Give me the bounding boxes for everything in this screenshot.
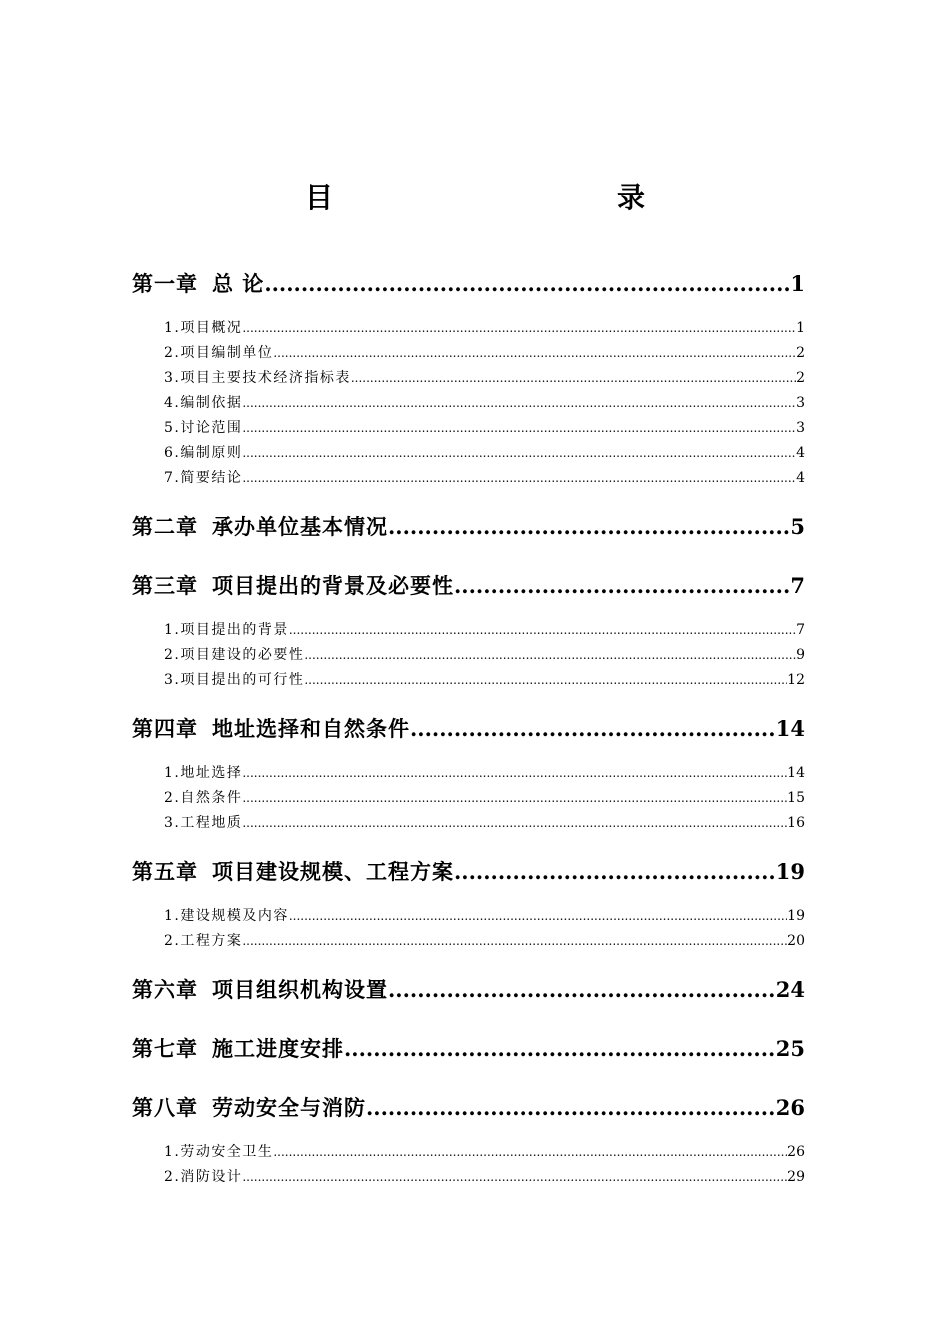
chapter-number: 第六章 (132, 977, 198, 1002)
chapter-number: 第八章 (132, 1095, 198, 1120)
toc-chapter-entry[interactable] (132, 1086, 805, 1130)
dot-leader (242, 466, 796, 491)
dot-leader (264, 262, 790, 306)
dot-leader (242, 786, 787, 811)
section-label: 3.工程地质 (164, 815, 243, 831)
toc-chapter-entry[interactable] (132, 968, 805, 1012)
chapter-number: 第七章 (132, 1036, 198, 1061)
chapter-number: 第三章 (132, 573, 198, 598)
section-label: 7.简要结论 (164, 470, 243, 486)
toc-chapter-entry[interactable] (132, 850, 805, 894)
dot-leader (242, 761, 787, 786)
toc-section-entry[interactable] (164, 1165, 805, 1190)
toc-section-entry[interactable] (164, 1140, 805, 1165)
section-page-number: 14 (787, 765, 805, 781)
section-list (132, 1140, 805, 1190)
chapter-number: 第二章 (132, 514, 198, 539)
toc-section-entry[interactable] (164, 391, 805, 416)
section-page-number: 16 (787, 815, 805, 831)
chapter-page-number: 14 (775, 716, 805, 741)
section-label: 1.劳动安全卫生 (164, 1144, 274, 1160)
section-label: 1.地址选择 (164, 765, 243, 781)
section-page-number: 2 (796, 345, 805, 361)
toc-section-entry[interactable] (164, 441, 805, 466)
dot-leader (289, 904, 787, 929)
section-list (132, 761, 805, 836)
section-label: 2.自然条件 (164, 790, 243, 806)
chapter-page-number: 1 (790, 271, 805, 296)
toc-section-entry[interactable] (164, 366, 805, 391)
chapter-page-number: 25 (775, 1036, 805, 1061)
section-page-number: 19 (787, 908, 805, 924)
dot-leader (242, 811, 787, 836)
toc-section-entry[interactable] (164, 341, 805, 366)
section-label: 3.项目主要技术经济指标表 (164, 370, 351, 386)
section-page-number: 29 (787, 1169, 805, 1185)
chapter-title: 承办单位基本情况 (212, 514, 388, 539)
dot-leader (454, 564, 790, 608)
section-page-number: 4 (796, 470, 805, 486)
toc-section-entry[interactable] (164, 904, 805, 929)
toc-section-entry[interactable] (164, 929, 805, 954)
chapter-title: 劳动安全与消防 (212, 1095, 366, 1120)
dot-leader (242, 391, 796, 416)
dot-leader (242, 441, 796, 466)
section-page-number: 1 (796, 320, 805, 336)
dot-leader (304, 668, 787, 693)
toc-title: 目 录 (304, 181, 721, 214)
toc-chapter-entry[interactable] (132, 564, 805, 608)
toc-section-entry[interactable] (164, 761, 805, 786)
section-page-number: 2 (796, 370, 805, 386)
chapter-title: 总 论 (212, 271, 265, 296)
toc-section-entry[interactable] (164, 811, 805, 836)
dot-leader (242, 1165, 787, 1190)
toc-section-entry[interactable] (164, 316, 805, 341)
dot-leader (388, 505, 790, 549)
toc-section-entry[interactable] (164, 643, 805, 668)
chapter-number: 第五章 (132, 859, 198, 884)
section-page-number: 20 (787, 933, 805, 949)
chapter-title: 项目提出的背景及必要性 (212, 573, 454, 598)
section-page-number: 3 (796, 395, 805, 411)
dot-leader (289, 618, 796, 643)
section-label: 2.项目编制单位 (164, 345, 274, 361)
dot-leader (273, 341, 796, 366)
chapter-page-number: 5 (790, 514, 805, 539)
dot-leader (388, 968, 776, 1012)
section-label: 1.项目提出的背景 (164, 622, 289, 638)
toc-section-entry[interactable] (164, 786, 805, 811)
dot-leader (242, 929, 787, 954)
section-label: 2.项目建设的必要性 (164, 647, 305, 663)
section-label: 6.编制原则 (164, 445, 243, 461)
chapter-page-number: 19 (775, 859, 805, 884)
chapter-page-number: 26 (775, 1095, 805, 1120)
toc-section-entry[interactable] (164, 668, 805, 693)
chapter-title: 项目组织机构设置 (212, 977, 388, 1002)
dot-leader (242, 316, 796, 341)
toc-chapter-entry[interactable] (132, 707, 805, 751)
section-page-number: 4 (796, 445, 805, 461)
chapter-page-number: 7 (790, 573, 805, 598)
section-page-number: 12 (787, 672, 805, 688)
section-label: 4.编制依据 (164, 395, 243, 411)
section-list (132, 316, 805, 491)
section-label: 3.项目提出的可行性 (164, 672, 305, 688)
dot-leader (242, 416, 796, 441)
chapter-title: 项目建设规模、工程方案 (212, 859, 454, 884)
toc-section-entry[interactable] (164, 416, 805, 441)
toc-chapter-entry[interactable] (132, 262, 805, 306)
chapter-number: 第一章 (132, 271, 198, 296)
section-label: 1.项目概况 (164, 320, 243, 336)
section-list (132, 618, 805, 693)
toc-section-entry[interactable] (164, 466, 805, 491)
section-label: 5.讨论范围 (164, 420, 243, 436)
section-page-number: 7 (796, 622, 805, 638)
dot-leader (344, 1027, 776, 1071)
section-page-number: 15 (787, 790, 805, 806)
dot-leader (454, 850, 776, 894)
toc-chapter-entry[interactable] (132, 505, 805, 549)
section-list (132, 904, 805, 954)
section-page-number: 26 (787, 1144, 805, 1160)
dot-leader (273, 1140, 787, 1165)
dot-leader (351, 366, 796, 391)
section-label: 1.建设规模及内容 (164, 908, 289, 924)
section-label: 2.消防设计 (164, 1169, 243, 1185)
section-page-number: 9 (796, 647, 805, 663)
toc-chapter-entry[interactable] (132, 1027, 805, 1071)
dot-leader (410, 707, 776, 751)
toc-section-entry[interactable] (164, 618, 805, 643)
dot-leader (366, 1086, 776, 1130)
chapter-page-number: 24 (775, 977, 805, 1002)
dot-leader (304, 643, 796, 668)
chapter-title: 地址选择和自然条件 (212, 716, 410, 741)
chapter-number: 第四章 (132, 716, 198, 741)
table-of-contents (132, 262, 805, 1190)
section-page-number: 3 (796, 420, 805, 436)
section-label: 2.工程方案 (164, 933, 243, 949)
chapter-title: 施工进度安排 (212, 1036, 344, 1061)
